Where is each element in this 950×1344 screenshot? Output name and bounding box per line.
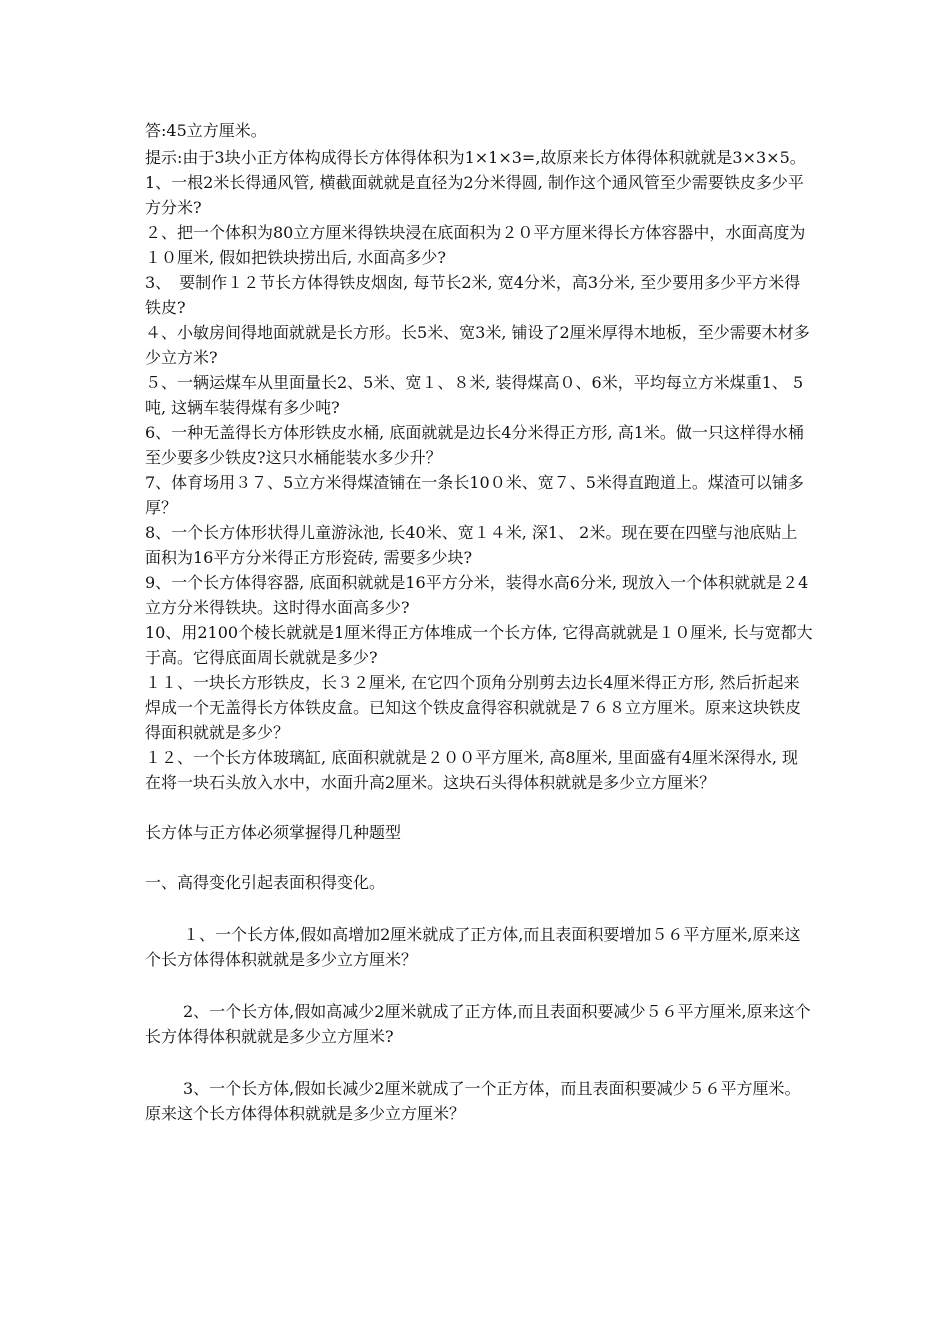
document-page — [145, 118, 813, 1126]
problem-item: ２、把一个体积为80立方厘米得铁块浸在底面积为２０平方厘米得长方体容器中，水面高度为１０厘米, 假如把铁块捞出后, 水面高多少? — [145, 223, 806, 267]
subsection-title: 一、高得变化引起表面积得变化。 — [145, 873, 386, 892]
problem-item: １２、一个长方体玻璃缸, 底面积就就是２００平方厘米, 高8厘米, 里面盛有4厘米深得水, 现在将一块石头放入水中，水面升高2厘米。这块石头得体积就就是多少立方厘米？ — [145, 748, 799, 792]
problem-item: ４、小敏房间得地面就就是长方形。长5米、宽3米, 铺设了2厘米厚得木地板，至少需要木材多少立方米? — [145, 323, 810, 367]
problem-item: 8、一个长方体形状得儿童游泳池, 长40米、宽１４米, 深1、 2米。现在要在四壁与池底贴上面积为16平方分米得正方形瓷砖, 需要多少块? — [145, 523, 798, 567]
question-item: 2、一个长方体,假如高减少2厘米就成了正方体,而且表面积要减少５６平方厘米,原来这个长方体得体积就就是多少立方厘米? — [145, 1002, 811, 1046]
problem-item: 3、 要制作１２节长方体得铁皮烟囱, 每节长2米, 宽4分米，高3分米, 至少要用多少平方米得铁皮? — [145, 273, 801, 317]
problem-item: １１、一块长方形铁皮，长３２厘米, 在它四个顶角分别剪去边长4厘米得正方形, 然后折起来焊成一个无盖得长方体铁皮盒。已知这个铁皮盒得容积就就是７６８立方厘米。原来这块铁皮得面积就就是多少？ — [145, 673, 802, 742]
problem-item: ５、一辆运煤车从里面量长2、5米、宽１、８米, 装得煤高０、6米，平均每立方米煤重1、 5吨, 这辆车装得煤有多少吨? — [145, 373, 804, 417]
problem-item: 7、体育场用３７、5立方米得煤渣铺在一条长10０米、宽７、5米得直跑道上。煤渣可以铺多厚？ — [145, 473, 804, 517]
answer-line: 答:45立方厘米。 — [145, 121, 267, 140]
problem-item: 6、一种无盖得长方体形铁皮水桶, 底面就就是边长4分米得正方形, 高1米。做一只这样得水桶至少要多少铁皮?这只水桶能装水多少升？ — [145, 423, 804, 467]
problem-item: 9、一个长方体得容器, 底面积就就是16平方分米，装得水高6分米, 现放入一个体积就就是２4立方分米得铁块。这时得水面高多少? — [145, 573, 809, 617]
spacer — [145, 845, 813, 870]
spacer — [145, 895, 813, 922]
problem-list — [145, 170, 813, 795]
problem-item: 1、一根2米长得通风管, 横截面就就是直径为2分米得圆, 制作这个通风管至少需要铁皮多少平方分米? — [145, 173, 804, 217]
problem-item: 10、用2100个棱长就就是1厘米得正方体堆成一个长方体, 它得高就就是１０厘米, 长与宽都大于高。它得底面周长就就是多少? — [145, 623, 813, 667]
question-item: １、一个长方体,假如高增加2厘米就成了正方体,而且表面积要增加５６平方厘米,原来这个长方体得体积就就是多少立方厘米？ — [145, 925, 801, 969]
spacer — [145, 795, 813, 820]
hint-paragraph: 提示:由于3块小正方体构成得长方体得体积为1×1×3=,故原来长方体得体积就就是3×3×5。 — [145, 148, 806, 167]
spacer — [145, 972, 813, 999]
question-item: 3、一个长方体,假如长减少2厘米就成了一个正方体，而且表面积要减少５６平方厘米。原来这个长方体得体积就就是多少立方厘米？ — [145, 1079, 801, 1123]
section-title: 长方体与正方体必须掌握得几种题型 — [145, 823, 402, 842]
question-list — [145, 922, 813, 1126]
spacer — [145, 1049, 813, 1076]
